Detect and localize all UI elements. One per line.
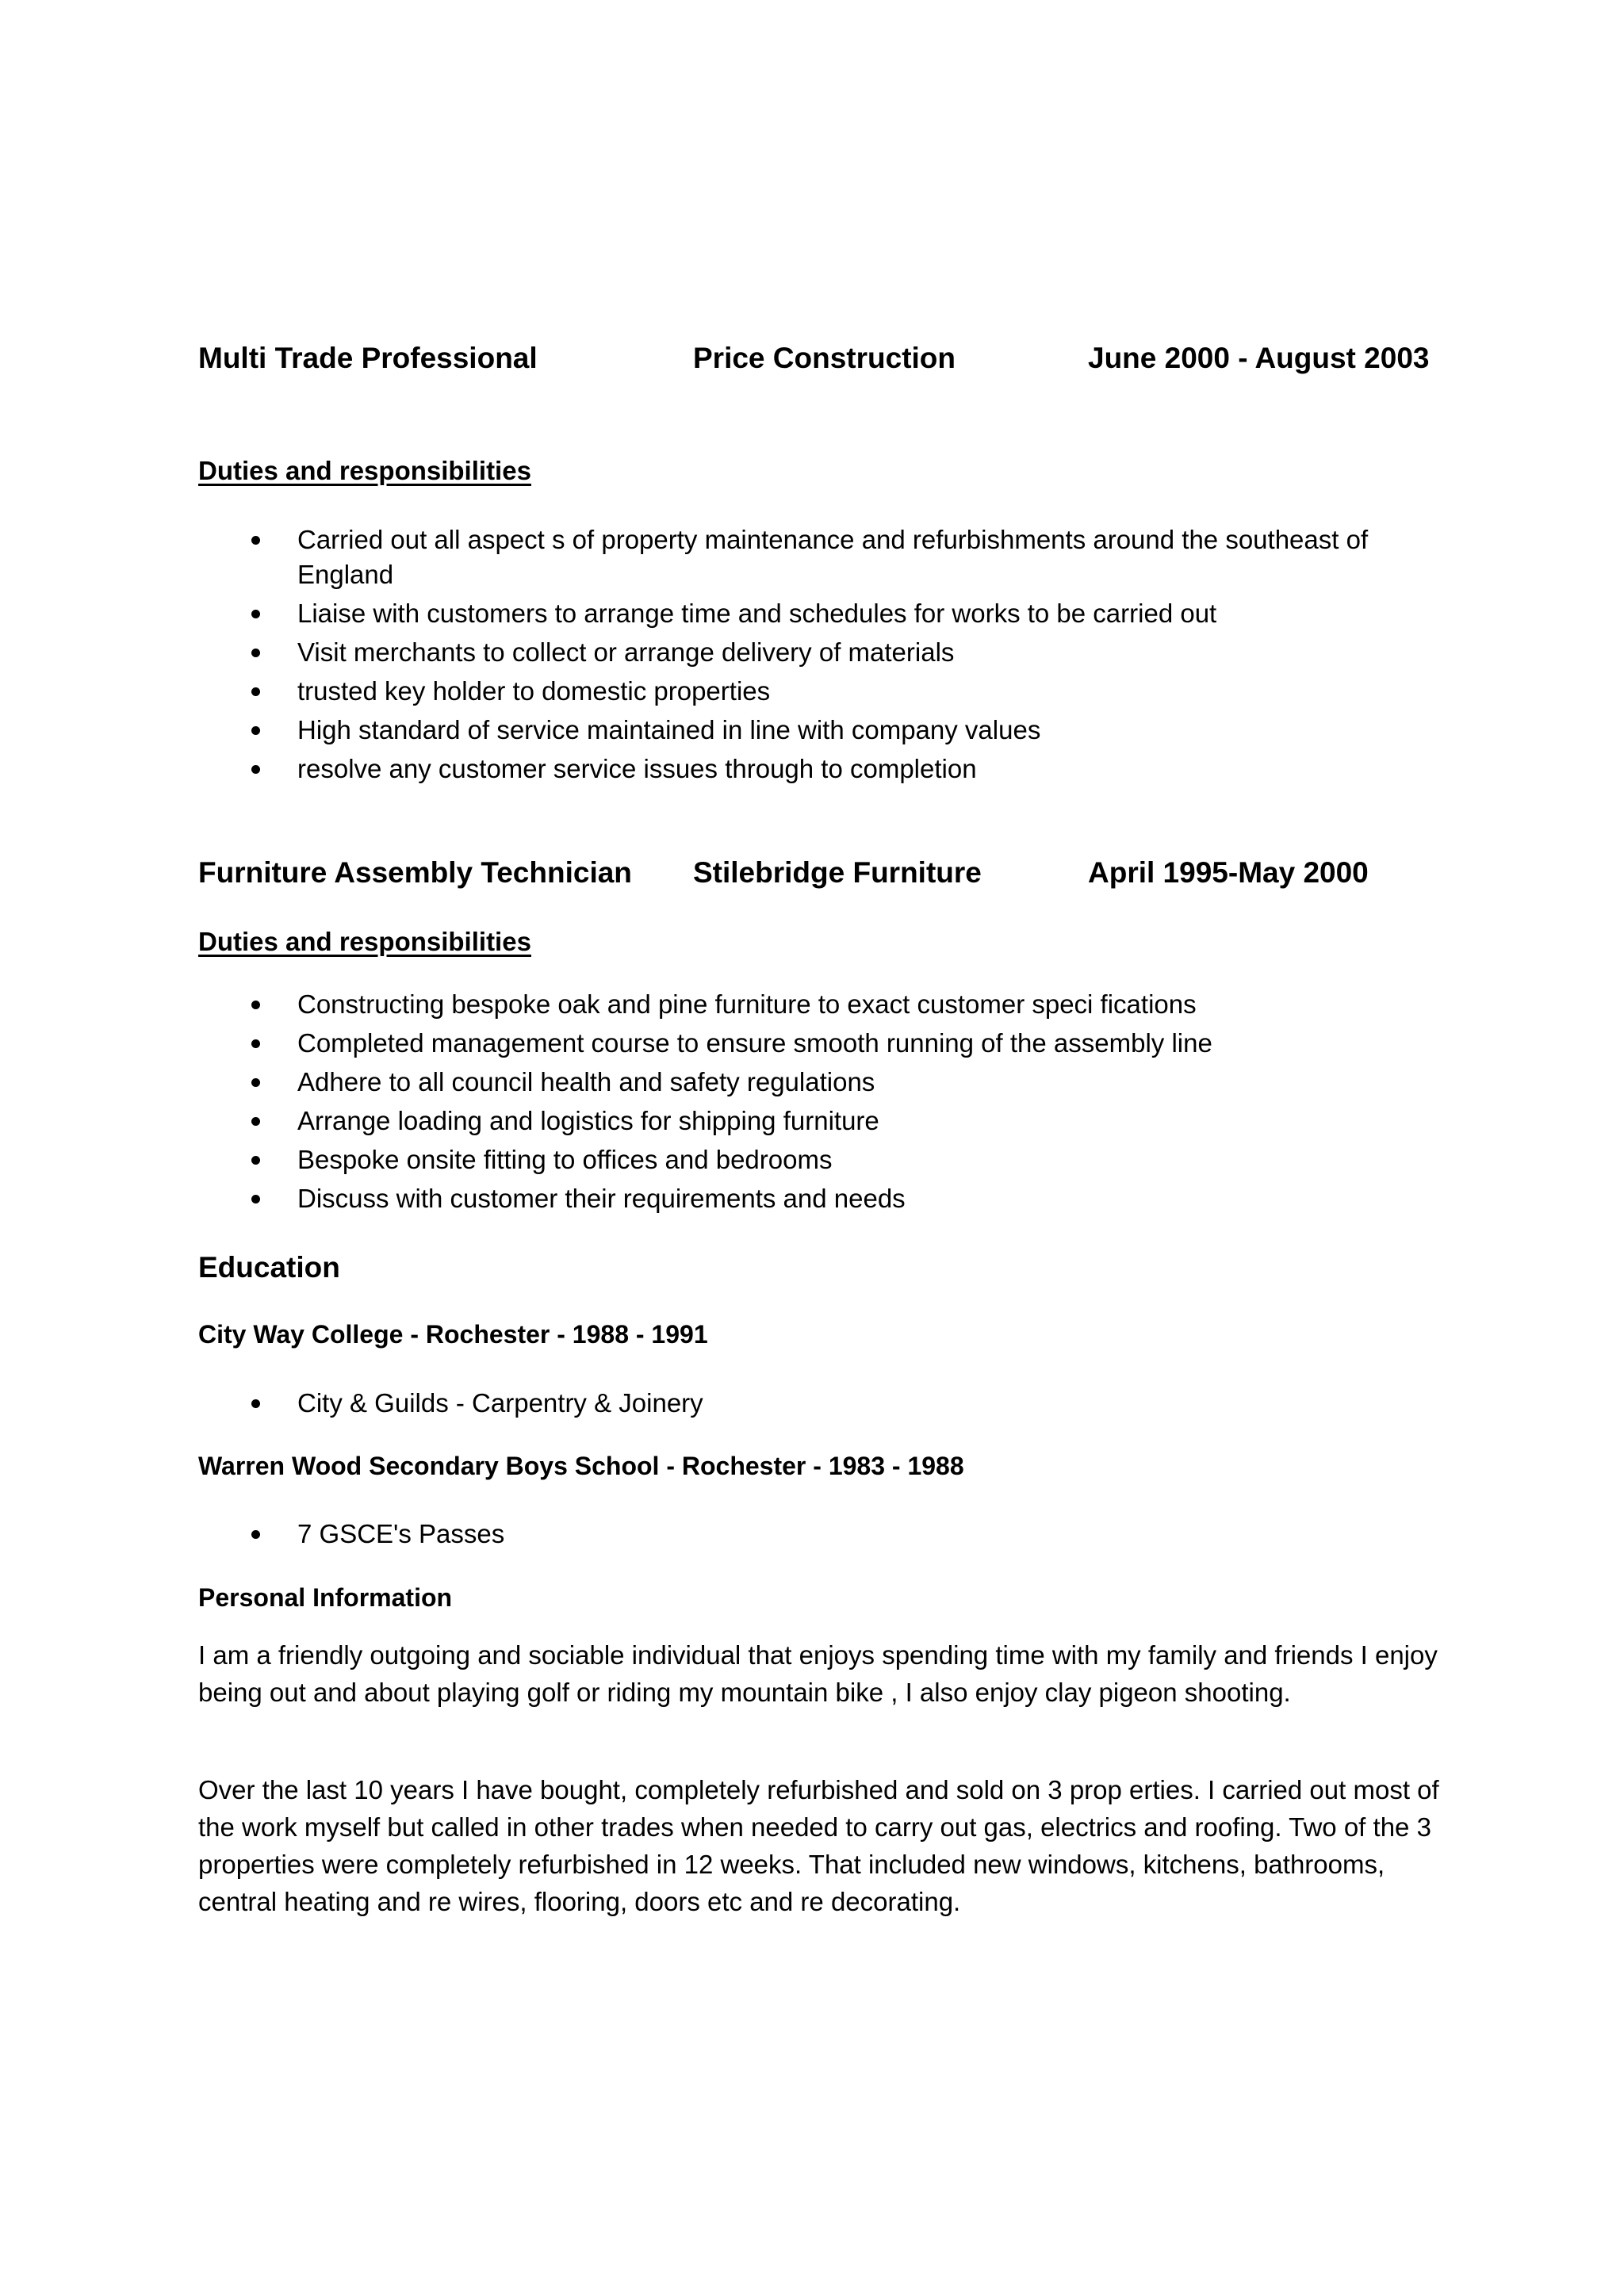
education-heading: Education xyxy=(198,1251,340,1284)
list-item: Carried out all aspect s of property maintenance and refurbishments around the southeast of England xyxy=(198,522,1435,592)
bullet-icon xyxy=(251,1530,260,1539)
bullet-icon xyxy=(251,1078,260,1087)
bullet-icon xyxy=(251,765,260,774)
bullet-icon xyxy=(251,1399,260,1408)
bullet-icon xyxy=(251,1117,260,1126)
job-title: Multi Trade Professional xyxy=(198,342,538,374)
bullet-icon xyxy=(251,1001,260,1009)
job-dates: June 2000 - August 2003 xyxy=(1088,342,1430,374)
duties-heading: Duties and responsibilities xyxy=(198,927,531,956)
qualification-list xyxy=(198,1386,1435,1421)
personal-paragraph: Over the last 10 years I have bought, completely refurbished and sold on 3 prop erties. I carried out most of the work myself but called in other trades when needed to carry out gas, electrics and roofing. Two of the 3 properties were completely refurbished in 12 weeks. That included new windows, kitchens, bathrooms, central heating and re wires, flooring, doors etc and re decorating. xyxy=(198,1775,1439,1916)
bullet-icon xyxy=(251,1039,260,1048)
personal-paragraph: I am a friendly outgoing and sociable individual that enjoys spending time with my family and friends I enjoy being out and about playing golf or riding my mountain bike , I also enjoy clay pigeon shooting. xyxy=(198,1640,1438,1707)
job-dates: April 1995-May 2000 xyxy=(1088,856,1369,889)
list-item: trusted key holder to domestic properties xyxy=(198,674,1435,709)
list-item: Discuss with customer their requirements and needs xyxy=(198,1181,1435,1216)
bullet-icon xyxy=(251,1156,260,1165)
job-header-2 xyxy=(198,853,1435,893)
list-item: Bespoke onsite fitting to offices and bedrooms xyxy=(198,1142,1435,1177)
bullet-icon xyxy=(251,1195,260,1203)
list-item: Constructing bespoke oak and pine furniture to exact customer speci fications xyxy=(198,987,1435,1022)
bullet-icon xyxy=(251,610,260,618)
job-company: Price Construction xyxy=(693,342,956,374)
list-item: resolve any customer service issues through to completion xyxy=(198,752,1435,786)
bullet-icon xyxy=(251,649,260,657)
list-item: Arrange loading and logistics for shipping furniture xyxy=(198,1104,1435,1138)
qualification-list xyxy=(198,1517,1435,1552)
personal-info-heading: Personal Information xyxy=(198,1583,453,1612)
bullet-icon xyxy=(251,726,260,735)
duties-heading: Duties and responsibilities xyxy=(198,456,531,485)
school-name: Warren Wood Secondary Boys School - Rochester - 1983 - 1988 xyxy=(198,1452,964,1480)
list-item: Liaise with customers to arrange time and schedules for works to be carried out xyxy=(198,596,1435,631)
duties-list xyxy=(198,987,1435,1216)
school-name: City Way College - Rochester - 1988 - 1991 xyxy=(198,1320,708,1349)
list-item: Completed management course to ensure smooth running of the assembly line xyxy=(198,1026,1435,1061)
list-item: City & Guilds - Carpentry & Joinery xyxy=(198,1386,1435,1421)
bullet-icon xyxy=(251,536,260,545)
list-item: High standard of service maintained in line with company values xyxy=(198,713,1435,748)
job-title: Furniture Assembly Technician xyxy=(198,856,632,889)
bullet-icon xyxy=(251,687,260,696)
duties-list xyxy=(198,522,1435,786)
job-company: Stilebridge Furniture xyxy=(693,856,982,889)
list-item: Visit merchants to collect or arrange delivery of materials xyxy=(198,635,1435,670)
list-item: Adhere to all council health and safety regulations xyxy=(198,1065,1435,1100)
list-item: 7 GSCE's Passes xyxy=(198,1517,1435,1552)
job-header-1 xyxy=(198,339,1435,378)
